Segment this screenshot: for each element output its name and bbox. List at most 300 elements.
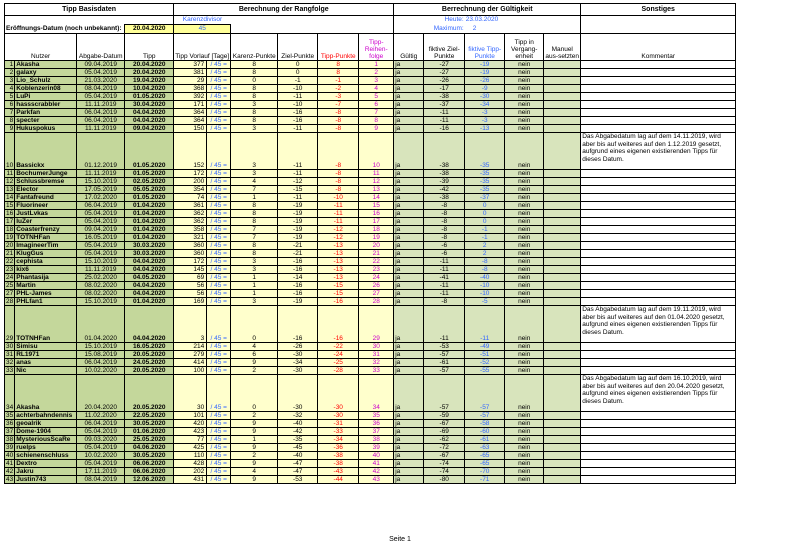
cell-verg: nein <box>505 420 544 428</box>
cell-fz: -38 <box>424 170 465 178</box>
cell-div: / 45 = <box>207 170 231 178</box>
cell-vorlauf: 69 <box>174 274 207 282</box>
cell-gueltig: ja <box>394 61 424 69</box>
cell-ziel: 0 <box>278 61 318 69</box>
cell-manuel <box>544 117 581 125</box>
cell-reihe: 36 <box>359 420 394 428</box>
table-row <box>5 117 736 125</box>
cell-gueltig: ja <box>394 178 424 186</box>
ranking-table <box>4 3 736 484</box>
cell-abgabe: 05.04.2019 <box>77 218 125 226</box>
cell-karenz: 9 <box>231 444 278 452</box>
cell-tipp: 01.04.2020 <box>125 218 174 226</box>
cell-gueltig: ja <box>394 85 424 93</box>
cell-fz: -27 <box>424 61 465 69</box>
cell-nr: 38 <box>6 436 14 443</box>
cell-abgabe: 15.08.2019 <box>77 351 125 359</box>
cell-tp: -12 <box>318 226 359 234</box>
cell-ft: -51 <box>465 351 505 359</box>
table-row <box>5 375 736 412</box>
cell-nr: 3 <box>5 77 15 85</box>
cell-div: / 45 = <box>207 69 231 77</box>
cell-nutzer: anas <box>15 359 77 367</box>
table-row <box>5 242 736 250</box>
cell-vorlauf: 358 <box>174 226 207 234</box>
cell-verg: nein <box>505 61 544 69</box>
cell-manuel <box>544 218 581 226</box>
table-row <box>5 444 736 452</box>
cell-manuel <box>544 194 581 202</box>
cell-verg: nein <box>505 202 544 210</box>
cell-tipp: 06.06.2020 <box>125 460 174 468</box>
cell-tp: -33 <box>318 428 359 436</box>
cell-fz: -17 <box>424 85 465 93</box>
header-vergangen: Tipp in Vergang-enheit <box>505 34 544 61</box>
cell-reihe: 28 <box>359 298 394 306</box>
cell-tipp: 16.05.2020 <box>125 343 174 351</box>
cell-tp: -11 <box>318 202 359 210</box>
cell-verg: nein <box>505 218 544 226</box>
cell-gueltig: ja <box>394 460 424 468</box>
cell-nr: 5 <box>5 93 15 101</box>
cell-fz: -38 <box>424 93 465 101</box>
header-nutzer: Nutzer <box>5 34 77 61</box>
cell-abgabe: 11.11.2019 <box>77 125 125 133</box>
cell-nutzer: achterbahndennis <box>15 412 77 420</box>
cell-manuel <box>544 452 581 460</box>
cell-abgabe: 25.02.2020 <box>77 274 125 282</box>
cell-ft: 2 <box>465 242 505 250</box>
cell-nutzer: Simisu <box>15 343 77 351</box>
cell-nr: 25 <box>6 282 14 289</box>
cell-tp: -8 <box>318 170 359 178</box>
cell-verg: nein <box>505 186 544 194</box>
cell-nr: 36 <box>6 420 14 427</box>
maximum-label: Maximum: <box>394 25 465 34</box>
table-row <box>5 170 736 178</box>
cell-kommentar: Das Abgabedatum lag auf dem 14.11.2019, wird aber bis auf weiteres auf den 1.12.2019 gesetzt, aufgrund eines eigenen existierenden Tipps für dieses Datum. <box>581 133 736 170</box>
cell-vorlauf: 364 <box>174 117 207 125</box>
header-vorlauf: Tipp Vorlauf [Tage] <box>174 34 231 61</box>
cell-fz: -11 <box>424 282 465 290</box>
section-basisdaten: Tipp Basisdaten <box>5 4 174 16</box>
cell-div: / 45 = <box>207 202 231 210</box>
cell-ft: -5 <box>465 298 505 306</box>
cell-kommentar <box>581 85 736 93</box>
cell-ft: -19 <box>465 61 505 69</box>
cell-gueltig: ja <box>394 298 424 306</box>
cell-manuel <box>544 476 581 484</box>
cell-abgabe: 10.02.2020 <box>77 452 125 460</box>
cell-fz: -11 <box>424 266 465 274</box>
cell-vorlauf: 364 <box>174 109 207 117</box>
cell-tipp: 20.04.2020 <box>125 69 174 77</box>
cell-kommentar <box>581 428 736 436</box>
cell-abgabe: 17.05.2019 <box>77 186 125 194</box>
cell-reihe: 42 <box>359 468 394 476</box>
cell-reihe: 24 <box>359 274 394 282</box>
cell-fz: -59 <box>424 412 465 420</box>
cell-reihe: 12 <box>359 178 394 186</box>
cell-verg: nein <box>505 468 544 476</box>
cell-reihe: 19 <box>359 234 394 242</box>
cell-vorlauf: 150 <box>174 125 207 133</box>
cell-gueltig: ja <box>394 202 424 210</box>
table-row <box>5 428 736 436</box>
cell-fz: -62 <box>424 436 465 444</box>
cell-kommentar <box>581 367 736 375</box>
cell-verg: nein <box>505 452 544 460</box>
cell-gueltig: ja <box>394 452 424 460</box>
table-row <box>5 266 736 274</box>
cell-gueltig: ja <box>394 69 424 77</box>
cell-abgabe: 09.04.2019 <box>77 226 125 234</box>
cell-ft: 0 <box>465 202 505 210</box>
cell-verg: nein <box>505 298 544 306</box>
cell-ziel: -11 <box>278 170 318 178</box>
cell-manuel <box>544 77 581 85</box>
cell-verg: nein <box>505 133 544 170</box>
header-tipppunkte: Tipp-Punkte <box>318 34 359 61</box>
cell-div: / 45 = <box>207 93 231 101</box>
cell-fz: -8 <box>424 298 465 306</box>
cell-nutzer: Justin743 <box>15 476 77 484</box>
cell-nutzer: Bassickx <box>15 133 77 170</box>
cell-nr: 31 <box>6 351 14 358</box>
cell-ft: -35 <box>465 170 505 178</box>
cell-ziel: -47 <box>278 460 318 468</box>
cell-ft: -3 <box>465 109 505 117</box>
cell-nr: 19 <box>6 234 14 241</box>
cell-ziel: -16 <box>278 109 318 117</box>
cell-gueltig: ja <box>394 290 424 298</box>
cell-karenz: 8 <box>231 117 278 125</box>
cell-vorlauf: 77 <box>174 436 207 444</box>
cell-karenz: 3 <box>231 258 278 266</box>
table-row <box>5 133 736 170</box>
cell-gueltig: ja <box>394 170 424 178</box>
cell-vorlauf: 214 <box>174 343 207 351</box>
cell-abgabe: 17.11.2019 <box>77 468 125 476</box>
table-row <box>5 194 736 202</box>
cell-verg: nein <box>505 428 544 436</box>
cell-reihe: 39 <box>359 444 394 452</box>
cell-tipp: 20.05.2020 <box>125 351 174 359</box>
cell-ziel: -19 <box>278 234 318 242</box>
cell-gueltig: ja <box>394 93 424 101</box>
cell-tipp: 04.04.2020 <box>125 109 174 117</box>
cell-ziel: -11 <box>278 194 318 202</box>
table-row <box>5 218 736 226</box>
table-row <box>5 178 736 186</box>
cell-tp: -44 <box>318 476 359 484</box>
cell-nutzer: ImagineerTim <box>15 242 77 250</box>
cell-tipp: 12.06.2020 <box>125 476 174 484</box>
cell-verg: nein <box>505 290 544 298</box>
cell-gueltig: ja <box>394 375 424 412</box>
cell-tipp: 24.05.2020 <box>125 359 174 367</box>
cell-nutzer: Akasha <box>15 61 77 69</box>
cell-manuel <box>544 359 581 367</box>
cell-karenz: 8 <box>231 218 278 226</box>
cell-vorlauf: 202 <box>174 468 207 476</box>
cell-div: / 45 = <box>207 428 231 436</box>
cell-ziel: -10 <box>278 101 318 109</box>
cell-vorlauf: 362 <box>174 218 207 226</box>
cell-manuel <box>544 375 581 412</box>
cell-gueltig: ja <box>394 218 424 226</box>
cell-nr: 35 <box>6 412 14 419</box>
cell-abgabe: 15.10.2019 <box>77 258 125 266</box>
cell-verg: nein <box>505 282 544 290</box>
cell-reihe: 20 <box>359 242 394 250</box>
cell-tp: -11 <box>318 210 359 218</box>
cell-fz: -41 <box>424 274 465 282</box>
cell-karenz: 1 <box>231 436 278 444</box>
cell-vorlauf: 377 <box>174 61 207 69</box>
cell-nr: 28 <box>6 298 14 305</box>
cell-verg: nein <box>505 101 544 109</box>
cell-nr: 27 <box>6 290 14 297</box>
cell-ft: -49 <box>465 343 505 351</box>
cell-reihe: 7 <box>359 109 394 117</box>
cell-ft: -11 <box>465 306 505 343</box>
cell-manuel <box>544 109 581 117</box>
cell-abgabe: 06.04.2019 <box>77 202 125 210</box>
cell-nr: 14 <box>6 194 14 201</box>
cell-tipp: 04.04.2020 <box>125 258 174 266</box>
cell-karenz: 0 <box>231 375 278 412</box>
cell-ft: -1 <box>465 234 505 242</box>
cell-abgabe: 05.04.2019 <box>77 242 125 250</box>
cell-nr: 34 <box>5 375 15 412</box>
cell-ziel: -53 <box>278 476 318 484</box>
header-karenz: Karenz-Punkte <box>231 34 278 61</box>
cell-vorlauf: 3 <box>174 306 207 343</box>
cell-vorlauf: 56 <box>174 290 207 298</box>
cell-kommentar <box>581 250 736 258</box>
cell-kommentar <box>581 170 736 178</box>
cell-fz: -11 <box>424 306 465 343</box>
cell-reihe: 22 <box>359 258 394 266</box>
table-row <box>5 359 736 367</box>
cell-manuel <box>544 133 581 170</box>
header-reihenfolge: Tipp-Reihen-folge <box>359 34 394 61</box>
cell-manuel <box>544 266 581 274</box>
eroeffnung-label: Eröffnungs-Datum (noch unbekannt): <box>5 25 125 34</box>
cell-div: / 45 = <box>207 343 231 351</box>
cell-verg: nein <box>505 266 544 274</box>
cell-reihe: 34 <box>359 375 394 412</box>
cell-verg: nein <box>505 109 544 117</box>
cell-nr: 18 <box>6 226 14 233</box>
cell-nr: 20 <box>6 242 14 249</box>
eroeffnung-value[interactable]: 20.04.2020 <box>125 25 174 34</box>
cell-kommentar <box>581 202 736 210</box>
cell-gueltig: ja <box>394 250 424 258</box>
cell-fz: -6 <box>424 242 465 250</box>
cell-tipp: 01.05.2020 <box>125 170 174 178</box>
cell-abgabe: 06.04.2019 <box>77 420 125 428</box>
cell-kommentar <box>581 258 736 266</box>
cell-tp: -8 <box>318 133 359 170</box>
cell-tipp: 04.04.2020 <box>125 306 174 343</box>
cell-manuel <box>544 444 581 452</box>
cell-nutzer: Akasha <box>15 375 77 412</box>
cell-fz: -8 <box>424 218 465 226</box>
cell-tp: -2 <box>318 85 359 93</box>
cell-manuel <box>544 460 581 468</box>
cell-reihe: 30 <box>359 343 394 351</box>
cell-tp: -1 <box>318 77 359 85</box>
cell-vorlauf: 420 <box>174 420 207 428</box>
cell-tipp: 05.05.2020 <box>125 186 174 194</box>
cell-reihe: 31 <box>359 351 394 359</box>
cell-verg: nein <box>505 460 544 468</box>
table-row <box>5 85 736 93</box>
table-row <box>5 436 736 444</box>
cell-vorlauf: 172 <box>174 258 207 266</box>
cell-nutzer: MysteriousScaRe <box>15 436 77 444</box>
cell-kommentar <box>581 242 736 250</box>
cell-gueltig: ja <box>394 226 424 234</box>
cell-karenz: 8 <box>231 93 278 101</box>
cell-manuel <box>544 226 581 234</box>
cell-nutzer: cephista <box>15 258 77 266</box>
cell-reihe: 23 <box>359 266 394 274</box>
cell-kommentar <box>581 444 736 452</box>
cell-vorlauf: 368 <box>174 85 207 93</box>
cell-vorlauf: 101 <box>174 412 207 420</box>
header-ziel: Ziel-Punkte <box>278 34 318 61</box>
table-row <box>5 125 736 133</box>
cell-tp: -34 <box>318 436 359 444</box>
cell-tp: -22 <box>318 343 359 351</box>
cell-nr: 40 <box>6 452 14 459</box>
cell-div: / 45 = <box>207 367 231 375</box>
cell-abgabe: 17.02.2020 <box>77 194 125 202</box>
header-kommentar: Kommentar <box>581 34 736 61</box>
section-rangfolge: Berechnung der Rangfolge <box>174 4 394 16</box>
cell-ziel: -19 <box>278 202 318 210</box>
cell-reihe: 11 <box>359 170 394 178</box>
cell-ft: -35 <box>465 186 505 194</box>
cell-reihe: 4 <box>359 85 394 93</box>
cell-vorlauf: 110 <box>174 452 207 460</box>
cell-tipp: 30.03.2020 <box>125 242 174 250</box>
cell-vorlauf: 152 <box>174 133 207 170</box>
cell-tp: -3 <box>318 93 359 101</box>
cell-nr: 13 <box>6 186 14 193</box>
cell-karenz: 1 <box>231 194 278 202</box>
cell-ziel: -21 <box>278 242 318 250</box>
cell-karenz: 9 <box>231 476 278 484</box>
cell-verg: nein <box>505 178 544 186</box>
cell-tipp: 04.04.2020 <box>125 266 174 274</box>
cell-nutzer: TOTNHFan <box>15 234 77 242</box>
cell-abgabe: 05.04.2019 <box>77 69 125 77</box>
cell-tp: -8 <box>318 109 359 117</box>
cell-kommentar <box>581 178 736 186</box>
cell-nutzer: Lio_Schulz <box>15 77 77 85</box>
cell-manuel <box>544 93 581 101</box>
header-fiktiveziel: fiktive Ziel-Punkte <box>424 34 465 61</box>
cell-div: / 45 = <box>207 412 231 420</box>
cell-gueltig: ja <box>394 367 424 375</box>
cell-karenz: 8 <box>231 202 278 210</box>
cell-gueltig: ja <box>394 420 424 428</box>
cell-tipp: 04.04.2020 <box>125 117 174 125</box>
cell-nutzer: PHL-James <box>15 290 77 298</box>
cell-abgabe: 15.10.2019 <box>77 343 125 351</box>
cell-ziel: -19 <box>278 226 318 234</box>
cell-manuel <box>544 242 581 250</box>
cell-div: / 45 = <box>207 290 231 298</box>
cell-verg: nein <box>505 343 544 351</box>
cell-kommentar <box>581 69 736 77</box>
cell-nutzer: IuZer <box>15 218 77 226</box>
cell-abgabe: 08.02.2020 <box>77 282 125 290</box>
cell-nr: 12 <box>6 178 14 185</box>
table-row <box>5 306 736 343</box>
cell-tp: -13 <box>318 258 359 266</box>
cell-gueltig: ja <box>394 117 424 125</box>
header-tipp: Tipp <box>125 34 174 61</box>
cell-abgabe: 05.04.2019 <box>77 210 125 218</box>
table-row <box>5 282 736 290</box>
cell-verg: nein <box>505 367 544 375</box>
cell-div: / 45 = <box>207 101 231 109</box>
cell-gueltig: ja <box>394 210 424 218</box>
cell-karenz: 7 <box>231 234 278 242</box>
cell-nutzer: Dextro <box>15 460 77 468</box>
cell-tipp: 25.05.2020 <box>125 436 174 444</box>
table-row <box>5 186 736 194</box>
cell-nutzer: BochumerJunge <box>15 170 77 178</box>
cell-karenz: 8 <box>231 242 278 250</box>
cell-gueltig: ja <box>394 359 424 367</box>
cell-karenz: 3 <box>231 125 278 133</box>
cell-abgabe: 08.02.2020 <box>77 290 125 298</box>
cell-nutzer: Hukuspokus <box>15 125 77 133</box>
cell-gueltig: ja <box>394 274 424 282</box>
cell-ziel: -45 <box>278 444 318 452</box>
cell-tp: -16 <box>318 306 359 343</box>
cell-manuel <box>544 202 581 210</box>
cell-div: / 45 = <box>207 282 231 290</box>
cell-vorlauf: 428 <box>174 460 207 468</box>
cell-nr: 16 <box>6 210 14 217</box>
cell-verg: nein <box>505 242 544 250</box>
cell-fz: -26 <box>424 77 465 85</box>
cell-manuel <box>544 186 581 194</box>
cell-ft: -26 <box>465 77 505 85</box>
cell-manuel <box>544 170 581 178</box>
cell-ziel: -30 <box>278 367 318 375</box>
cell-reihe: 40 <box>359 452 394 460</box>
karenzdivisor-value[interactable]: 45 <box>174 25 231 34</box>
cell-vorlauf: 279 <box>174 351 207 359</box>
cell-ziel: -34 <box>278 359 318 367</box>
cell-manuel <box>544 234 581 242</box>
cell-abgabe: 08.04.2019 <box>77 476 125 484</box>
cell-fz: -67 <box>424 420 465 428</box>
cell-karenz: 0 <box>231 306 278 343</box>
cell-tipp: 06.06.2020 <box>125 468 174 476</box>
cell-ft: -40 <box>465 274 505 282</box>
cell-ziel: -19 <box>278 298 318 306</box>
cell-karenz: 8 <box>231 69 278 77</box>
